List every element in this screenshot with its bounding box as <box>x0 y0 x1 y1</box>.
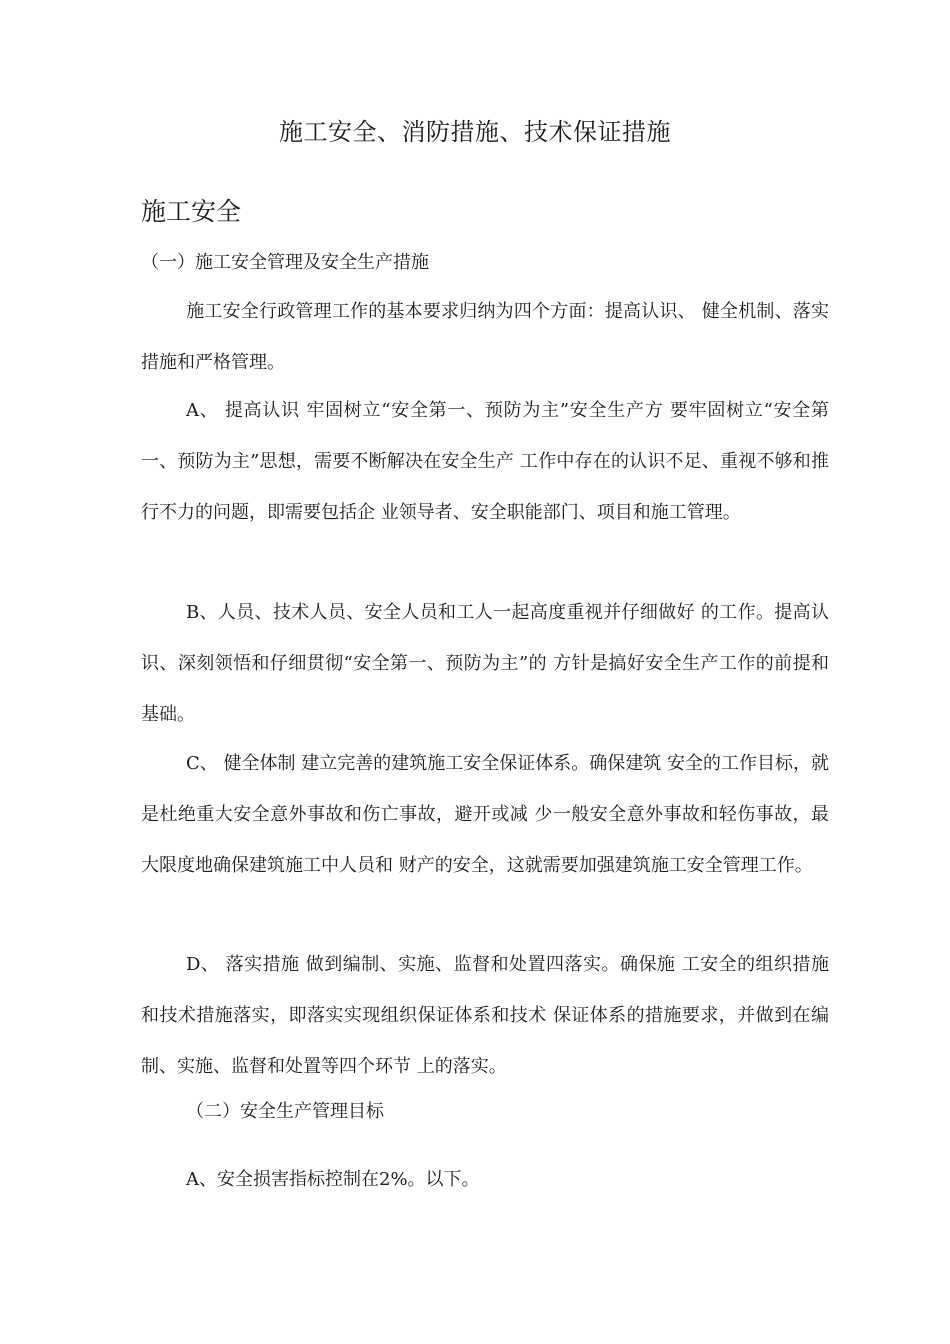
paragraph-text: D、 落实措施 做到编制、实施、监督和处置四落实。确保施 工安全的组织措施和技术措施落实，即落实实现组织保证体系和技术 保证体系的措施要求，并做到在编制、实施、监督和处置等四个环节 上的落实。 <box>141 954 829 1077</box>
document-title: 施工安全、消防措施、技术保证措施 <box>279 118 671 146</box>
paragraph-text: 施工安全行政管理工作的基本要求归纳为四个方面：提高认识、 健全机制、落实措施和严格管理。 <box>141 301 829 373</box>
paragraph-b <box>141 587 829 740</box>
paragraph-c <box>141 738 829 891</box>
target-item-a: A、安全损害指标控制在2%。以下。 <box>186 1169 480 1190</box>
paragraph-text: C、 健全体制 建立完善的建筑施工安全保证体系。确保建筑 安全的工作目标，就是杜绝重大安全意外事故和伤亡事故，避开或减 少一般安全意外事故和轻伤事故，最大限度地确保建筑施工中人员和 财产的安全，这就需要加强建筑施工安全管理工作。 <box>141 753 829 876</box>
sub-heading-safety-measures: （一）施工安全管理及安全生产措施 <box>141 252 429 273</box>
sub-heading-management-targets: （二）安全生产管理目标 <box>186 1101 384 1122</box>
paragraph-text: B、人员、技术人员、安全人员和工人一起高度重视并仔细做好 的工作。提高认识、深刻领悟和仔细贯彻“安全第一、预防为主”的 方针是搞好安全生产工作的前提和基础。 <box>141 602 829 725</box>
paragraph-a <box>141 385 829 538</box>
paragraph-intro <box>141 286 829 388</box>
paragraph-text: A、 提高认识 牢固树立“安全第一、预防为主”安全生产方 要牢固树立“安全第一、预防为主”思想，需要不断解决在安全生产 工作中存在的认识不足、重视不够和推行不力的问题，即需要包括企 业领导者、安全职能部门、项目和施工管理。 <box>141 400 829 523</box>
section-heading: 施工安全 <box>141 197 242 226</box>
paragraph-d <box>141 939 829 1092</box>
